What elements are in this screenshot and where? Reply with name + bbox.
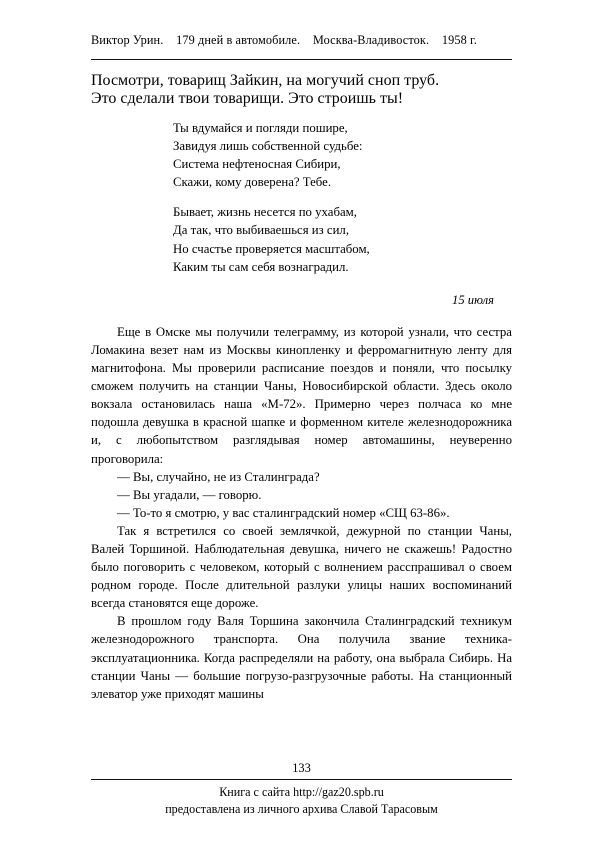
intro-block [91,72,512,108]
poem-line: Ты вдумайся и погляди пошире, [173,121,348,135]
page-number: 133 [292,761,311,775]
header-rule [91,59,512,60]
imprint-line-1: Книга с сайта http://gaz20.spb.ru [219,785,384,799]
poem-stanza-2 [173,203,512,275]
dialogue-line-3: — То-то я смотрю, у вас сталинградский номер «СЩ 63-86». [117,505,450,520]
body-paragraph-3: В прошлом году Валя Торшина закончила Сталинградский техникум железнодорожного транспорта. Она получила звание техника-эксплуатационника. Когда распределяли на работу, она выбрала Сибирь. На станции Чаны — большие погрузо-разгрузочные работы. На станционный элеватор уже приходят машины [91,614,512,701]
footer-rule [91,779,512,780]
dialogue-line-2: — Вы угадали, — говорю. [117,487,262,502]
text-column [91,72,512,703]
imprint-block [91,784,512,817]
poem-stanza-1 [173,119,512,191]
poem-line: Завидуя лишь собственной судьбе: [173,139,363,154]
intro-line-1: Посмотри, товарищ Зайкин, на могучий сноп труб. [91,72,440,89]
dateline: 15 июля [452,292,494,307]
running-head: Виктор Урин. 179 дней в автомобиле. Москва-Владивосток. 1958 г. [91,33,477,47]
intro-line-2: Это сделали твои товарищи. Это строишь ты! [91,90,404,107]
poem-line: Система нефтеносная Сибири, [173,157,341,172]
poem-line: Бывает, жизнь несется по ухабам, [173,205,357,220]
body-paragraph-1: Еще в Омске мы получили телеграмму, из которой узнали, что сестра Ломакина везет нам из Москвы кинопленку и ферромагнитную ленту для магнитофона. Мы проверили расписание поездов и поняли, что посылку сможем получить на станции Чаны, Новосибирской области. Здесь около вокзала остановилась наша «М-72». Примерно через полчаса ко мне подошла девушка в красной шапке и форменном кителе железнодорожника и, с любопытством разглядывая номер автомашины, неуверенно проговорила: [91,324,512,466]
imprint-line-2: предоставлена из личного архива Славой Тарасовым [165,801,438,816]
poem-line: Но счастье проверяется масштабом, [173,241,370,256]
poem-line: Скажи, кому доверена? Тебе. [173,175,332,190]
poem-line: Да так, что выбиваешься из сил, [173,223,350,238]
dialogue-line-1: — Вы, случайно, не из Сталинграда? [117,469,320,484]
body-paragraph-2: Так я встретился со своей землячкой, дежурной по станции Чаны, Валей Торшиной. Наблюдательная девушка, ничего не скажешь! Радостно было поговорить с человеком, который с волнением расспрашивал о своем родном городе. После длительной разлуки улицы наших воспоминаний всегда становятся еще дороже. [91,523,512,611]
poem [173,119,512,276]
poem-line: Каким ты сам себя вознаградил. [173,259,349,274]
